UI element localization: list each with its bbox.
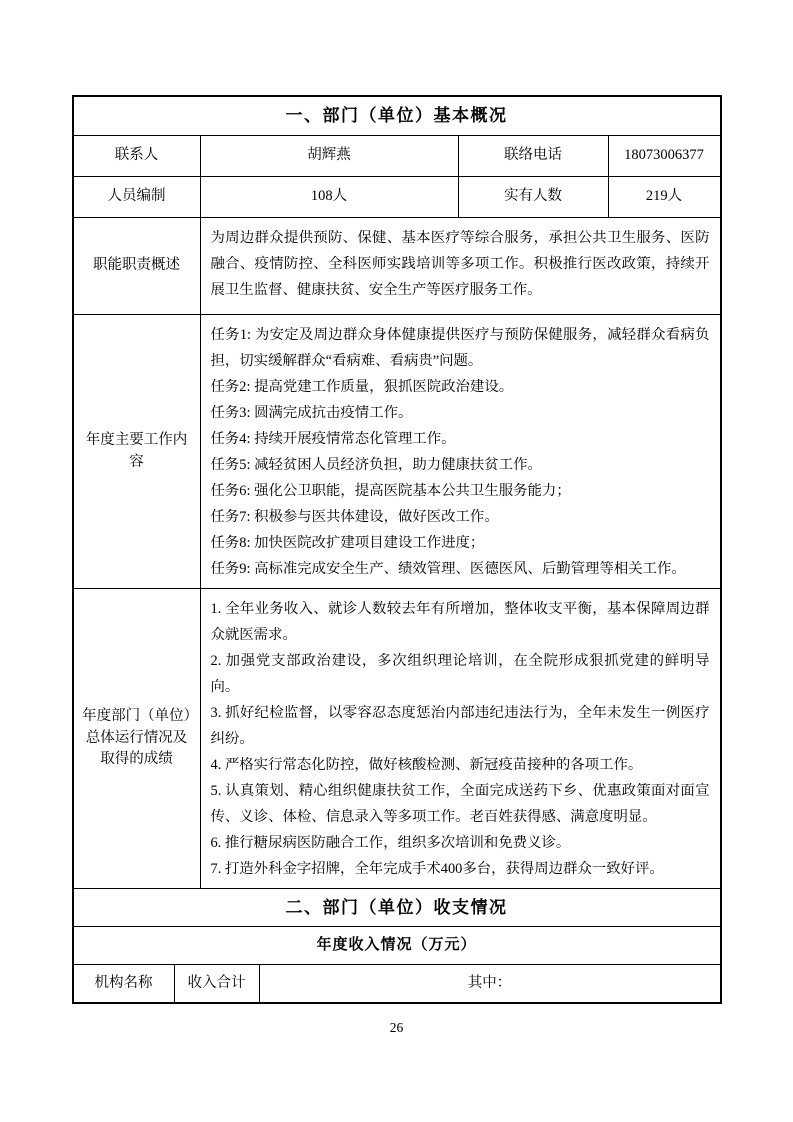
of-which-header: 其中： <box>259 965 720 1002</box>
phone-label: 联络电话 <box>458 136 608 176</box>
staffing-label: 人员编制 <box>107 188 166 205</box>
achievement-item: 4. 严格实行常态化防控，做好核酸检测、新冠疫苗接种的各项工作。 <box>210 757 643 773</box>
page-number: 26 <box>389 1020 404 1035</box>
achievement-item: 2. 加强党支部政治建设，多次组织理论培训，在全院形成狠抓党建的鲜明导向。 <box>210 653 710 695</box>
contact-row <box>74 135 720 176</box>
duties-content: 为周边群众提供预防、保健、基本医疗等综合服务，承担公共卫生服务、医防融合、疫情防控、全科医师实践培训等多项工作。积极推行医改政策，持续开展卫生监督、健康扶贫、安全生产等医疗服务工作。 <box>200 218 720 314</box>
annual-work-row <box>74 314 720 588</box>
contact-value: 胡辉燕 <box>200 136 458 176</box>
annual-work-content <box>200 315 720 588</box>
task-item: 任务2: 提高党建工作质量，狠抓医院政治建设。 <box>210 379 514 395</box>
income-header-row <box>74 926 720 964</box>
staffing-value: 108人 <box>200 177 458 217</box>
task-item: 任务1: 为安定及周边群众身体健康提供医疗与预防保健服务，减轻群众看病负担，切实缓解群众“看病难、看病贵”问题。 <box>210 327 710 369</box>
department-report-table <box>72 95 722 1004</box>
achievement-item: 1. 全年业务收入、就诊人数较去年有所增加，整体收支平衡，基本保障周边群众就医需求。 <box>210 601 710 643</box>
task-item: 任务9: 高标准完成安全生产、绩效管理、医德医风、后勤管理等相关工作。 <box>210 561 686 577</box>
task-item: 任务4: 持续开展疫情常态化管理工作。 <box>210 431 456 447</box>
section2-title: 二、部门（单位）收支情况 <box>285 897 508 917</box>
section1-title: 一、部门（单位）基本概况 <box>285 106 508 126</box>
achievement-item: 3. 抓好纪检监督，以零容忍态度惩治内部违纪违法行为，全年未发生一例医疗纠纷。 <box>210 705 710 747</box>
org-name-header: 机构名称 <box>94 974 153 991</box>
operation-row <box>74 588 720 888</box>
duties-label: 职能职责概述 <box>93 257 180 274</box>
operation-content <box>200 589 720 888</box>
task-item: 任务7: 积极参与医共体建设，做好医改工作。 <box>210 509 499 525</box>
operation-label: 年度部门（单位）总体运行情况及取得的成绩 <box>82 707 191 768</box>
task-item: 任务8: 加快医院改扩建项目建设工作进度； <box>210 535 485 551</box>
staffing-row <box>74 176 720 217</box>
achievement-item: 5. 认真策划、精心组织健康扶贫工作，全面完成送药下乡、优惠政策面对面宣传、义诊、体检、信息录入等多项工作。老百姓获得感、满意度明显。 <box>210 783 710 825</box>
task-item: 任务5: 减轻贫困人员经济负担，助力健康扶贫工作。 <box>210 457 542 473</box>
headcount-value: 219人 <box>608 177 720 217</box>
income-total-header: 收入合计 <box>174 965 259 1002</box>
achievement-item: 7. 打造外科金字招牌，全年完成手术400多台，获得周边群众一致好评。 <box>210 861 664 877</box>
income-header: 年度收入情况（万元） <box>316 937 477 954</box>
headcount-label: 实有人数 <box>458 177 608 217</box>
phone-value: 18073006377 <box>608 136 720 176</box>
income-columns-row <box>74 964 720 1002</box>
annual-work-label: 年度主要工作内容 <box>85 431 188 470</box>
section1-title-row <box>74 97 720 135</box>
section2-title-row <box>74 888 720 926</box>
duties-row <box>74 217 720 314</box>
task-item: 任务6: 强化公卫职能，提高医院基本公共卫生服务能力； <box>210 483 571 499</box>
achievement-item: 6. 推行糖尿病医防融合工作，组织多次培训和免费义诊。 <box>210 835 571 851</box>
task-item: 任务3: 圆满完成抗击疫情工作。 <box>210 405 413 421</box>
contact-label: 联系人 <box>114 147 159 164</box>
